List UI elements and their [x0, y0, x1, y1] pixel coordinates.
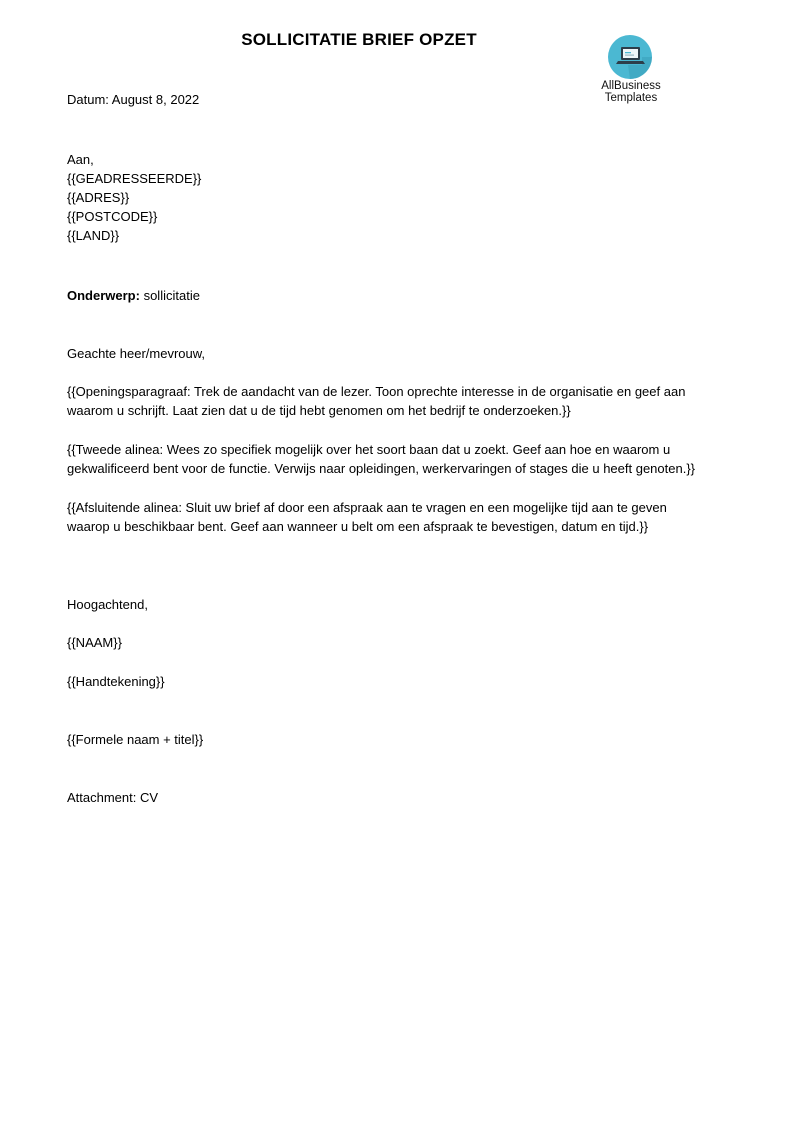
paragraph-line: {{Openingsparagraaf: Trek de aandacht van de lezer. Toon oprechte interesse in de organisatie en geef aan — [67, 384, 686, 399]
paragraph-line: {{Tweede alinea: Wees zo specifiek mogelijk over het soort baan dat u zoekt. Geef aan hoe en waarom u — [67, 442, 671, 457]
name-placeholder: {{NAAM}} — [67, 635, 122, 650]
paragraph-line: waarop u beschikbaar bent. Geef aan wanneer u belt om een afspraak te bevestigen, datum en tijd.}} — [67, 519, 649, 534]
paragraph-line: waarom u schrijft. Laat zien dat u de tijd hebt genomen om het bedrijf te onderzoeken.}} — [67, 403, 571, 418]
address-line: {{GEADRESSEERDE}} — [67, 171, 202, 186]
formal-name-placeholder: {{Formele naam + titel}} — [67, 732, 204, 747]
address-line: {{POSTCODE}} — [67, 209, 158, 224]
paragraph-line: {{Afsluitende alinea: Sluit uw brief af door een afspraak aan te vragen en een mogelijke tijd aan te geven — [67, 500, 667, 515]
subject-label: Onderwerp: — [67, 288, 140, 303]
paragraph-line: gekwalificeerd bent voor de functie. Verwijs naar opleidingen, werkervaringen of stages die u heeft genoten.}} — [67, 461, 696, 476]
salutation: Geachte heer/mevrouw, — [67, 346, 206, 361]
date-line: Datum: August 8, 2022 — [67, 92, 200, 107]
closing-line: Hoogachtend, — [67, 597, 148, 612]
address-line: {{ADRES}} — [67, 190, 130, 205]
laptop-icon — [606, 34, 656, 80]
address-line: Aan, — [67, 152, 94, 167]
logo-text-line1: AllBusiness — [601, 80, 661, 92]
document-title: SOLLICITATIE BRIEF OPZET — [241, 30, 477, 49]
subject-value: sollicitatie — [139, 288, 200, 303]
logo-text-line2: Templates — [604, 92, 658, 104]
attachment-line: Attachment: CV — [67, 790, 159, 805]
address-line: {{LAND}} — [67, 228, 120, 243]
subject-line — [67, 286, 200, 305]
company-logo — [596, 34, 666, 104]
signature-placeholder: {{Handtekening}} — [67, 674, 165, 689]
